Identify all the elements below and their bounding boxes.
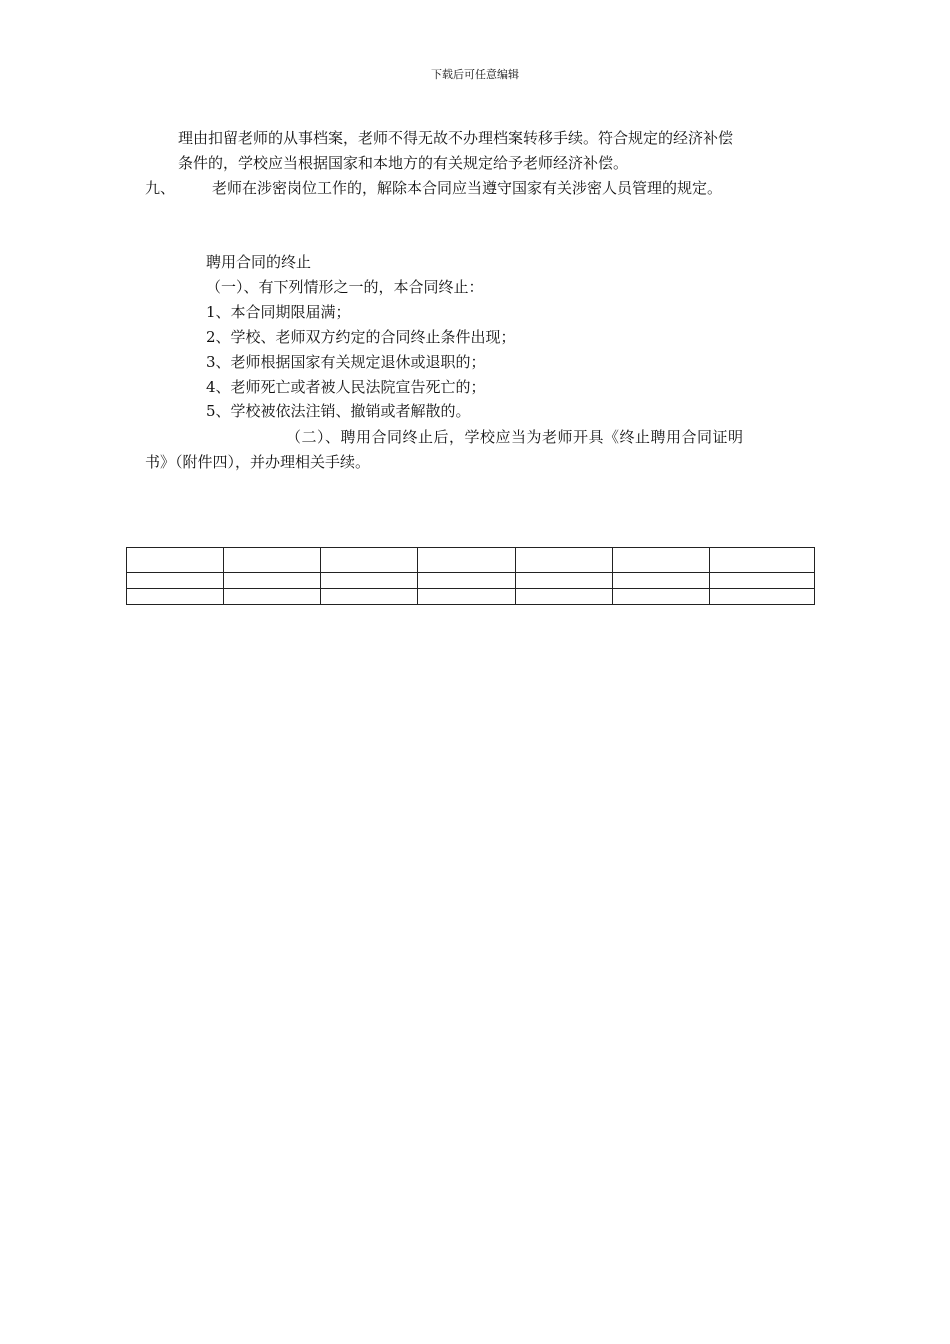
paragraph-line: 书》（附件四），并办理相关手续。 (145, 453, 371, 471)
item-number: 九、 (145, 179, 176, 197)
table-cell (224, 548, 321, 573)
table-cell (515, 548, 612, 573)
table-cell (612, 589, 709, 605)
paragraph-line: 理由扣留老师的从事档案，老师不得无故不办理档案转移手续。符合规定的经济补偿 (178, 129, 734, 147)
table-cell (515, 573, 612, 589)
section-intro: （一）、有下列情形之一的，本合同终止： (206, 278, 484, 296)
section-title: 聘用合同的终止 (206, 253, 312, 271)
table-cell (321, 589, 418, 605)
table-cell (127, 589, 224, 605)
table-cell (612, 573, 709, 589)
page-header: 下载后可任意编辑 (431, 68, 519, 81)
list-item: 1、本合同期限届满； (206, 303, 351, 321)
table-cell (418, 573, 515, 589)
list-item: 2、学校、老师双方约定的合同终止条件出现； (206, 328, 516, 346)
list-item: 5、学校被依法注销、撤销或者解散的。 (206, 402, 471, 420)
table-cell (418, 589, 515, 605)
table-cell (418, 548, 515, 573)
table-row (127, 589, 815, 605)
table-cell (127, 573, 224, 589)
table-cell (224, 573, 321, 589)
item-text: 老师在涉密岗位工作的，解除本合同应当遵守国家有关涉密人员管理的规定。 (212, 179, 723, 197)
table-row (127, 548, 815, 573)
table-cell (612, 548, 709, 573)
paragraph-line: （二）、聘用合同终止后，学校应当为老师开具《终止聘用合同证明 (286, 428, 744, 446)
list-item: 3、老师根据国家有关规定退休或退职的； (206, 353, 486, 371)
table-cell (710, 589, 815, 605)
table-cell (321, 573, 418, 589)
table-cell (224, 589, 321, 605)
paragraph-line: 条件的，学校应当根据国家和本地方的有关规定给予老师经济补偿。 (178, 154, 629, 172)
list-item: 4、老师死亡或者被人民法院宣告死亡的； (206, 378, 486, 396)
empty-table (126, 547, 815, 605)
table-row (127, 573, 815, 589)
table-cell (710, 573, 815, 589)
table-cell (515, 589, 612, 605)
table-cell (710, 548, 815, 573)
table-cell (127, 548, 224, 573)
table-cell (321, 548, 418, 573)
